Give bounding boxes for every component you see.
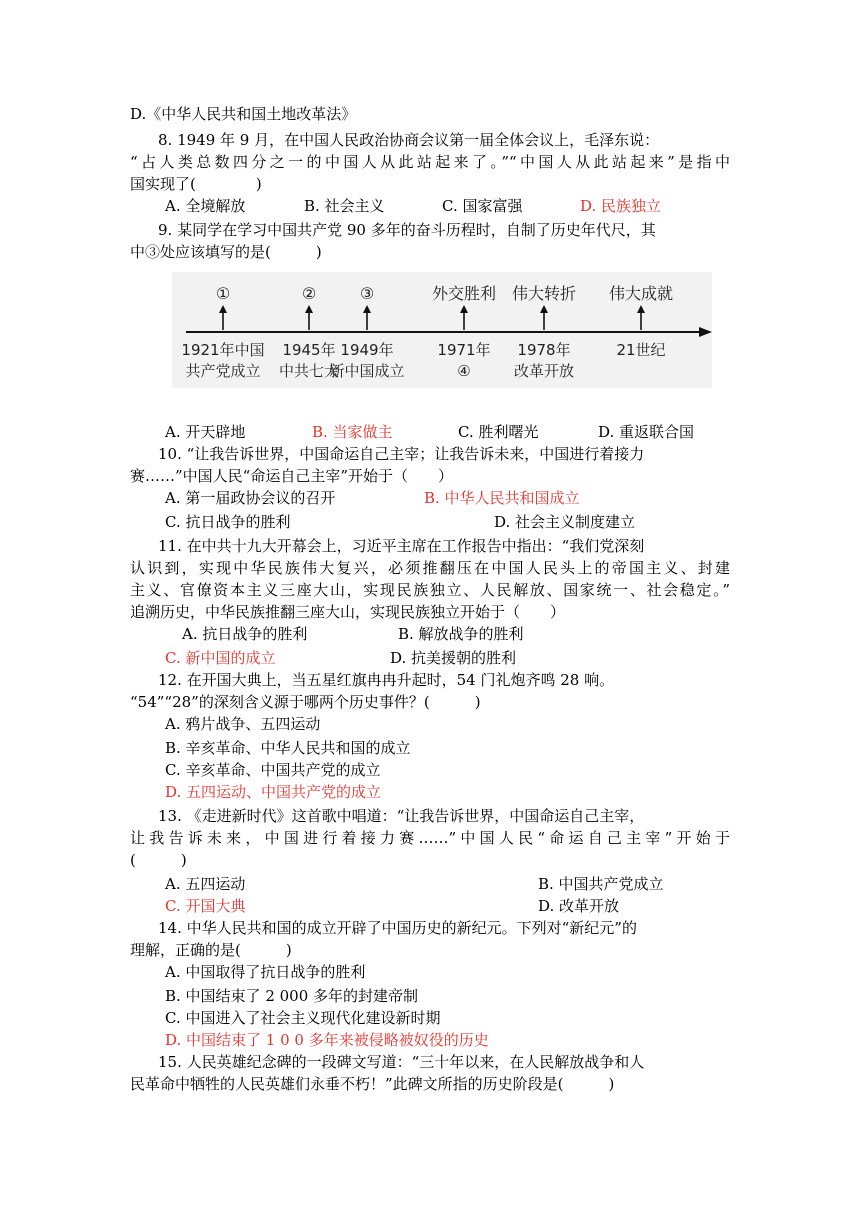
option-line: D.《中华人民共和国土地改革法》	[130, 105, 357, 123]
history-timeline	[172, 272, 712, 388]
question-11-stem: 追溯历史，中华民族推翻三座大山，实现民族独立开始于（ ）	[130, 603, 566, 621]
question-13-stem: 13. 《走进新时代》这首歌中唱道：“让我告诉世界，中国命运自己主宰，	[158, 807, 645, 825]
timeline-caption: ④	[457, 362, 471, 380]
option-d: D. 改革开放	[538, 897, 620, 915]
option-d: D. 重返联合国	[598, 423, 695, 441]
question-13-stem: ( )	[130, 851, 187, 869]
option-c: C. 抗日战争的胜利	[165, 513, 291, 531]
timeline-event-label: ②	[301, 284, 317, 303]
timeline-tick-arrow	[305, 305, 313, 313]
timeline-event-label: 外交胜利	[431, 284, 497, 303]
option-b: B. 社会主义	[304, 197, 385, 215]
question-12-stem: “54”“28”的深刻含义源于哪两个历史事件？( )	[130, 693, 481, 711]
question-11-stem: 认识到，实现中华民族伟大复兴，必须推翻压在中国人民头上的帝国主义、封建	[130, 559, 730, 577]
timeline-tick-arrow	[363, 305, 371, 313]
timeline-event-label: 伟大转折	[511, 284, 577, 303]
option-c: C. 中国进入了社会主义现代化建设新时期	[165, 1009, 441, 1027]
option-a: A. 抗日战争的胜利	[182, 625, 308, 643]
option-d-answer: D. 五四运动、中国共产党的成立	[165, 783, 382, 801]
question-15-stem: 民革命中牺牲的人民英雄们永垂不朽！”此碑文所指的历史阶段是( )	[130, 1075, 615, 1093]
timeline-year-label: 1949年	[340, 341, 394, 359]
question-10-stem: 赛……”中国人民“命运自己主宰”开始于（ ）	[130, 467, 454, 485]
option-d: D. 抗美援朝的胜利	[390, 649, 517, 667]
timeline-chart	[172, 272, 712, 388]
option-a: A. 鸦片战争、五四运动	[165, 715, 321, 733]
option-b: B. 中国结束了 2 000 多年的封建帝制	[165, 987, 419, 1005]
timeline-tick-arrow	[460, 305, 468, 313]
option-b: B. 辛亥革命、中华人民共和国的成立	[165, 739, 411, 757]
option-d-answer: D. 民族独立	[580, 197, 662, 215]
timeline-event-label: ③	[359, 284, 375, 303]
question-14-stem: 14. 中华人民共和国的成立开辟了中国历史的新纪元。下列对“新纪元”的	[158, 919, 637, 937]
option-a: A. 第一届政协会议的召开	[165, 489, 336, 507]
option-c: C. 胜利曙光	[458, 423, 539, 441]
option-a: A. 中国取得了抗日战争的胜利	[165, 963, 366, 981]
timeline-year-label: 21世纪	[616, 341, 666, 359]
timeline-event-label: 伟大成就	[608, 284, 674, 303]
question-12-stem: 12. 在开国大典上，当五星红旗冉冉升起时，54 门礼炮齐鸣 28 响。	[158, 671, 615, 689]
option-c-answer: C. 新中国的成立	[165, 649, 276, 667]
question-8-stem: 国实现了( )	[130, 175, 262, 193]
question-8-stem: “占人类总数四分之一的中国人从此站起来了。”“中国人从此站起来”是指中	[130, 153, 730, 171]
question-9-stem: 9. 某同学在学习中国共产党 90 多年的奋斗历程时，自制了历史年代尺，其	[158, 221, 656, 239]
timeline-tick-arrow	[540, 305, 548, 313]
question-13-stem: 让我告诉未来，中国进行着接力赛……”中国人民“命运自己主宰”开始于	[130, 829, 730, 847]
option-b-answer: B. 中华人民共和国成立	[424, 489, 580, 507]
option-b: B. 解放战争的胜利	[398, 625, 524, 643]
timeline-event-label: ①	[215, 284, 231, 303]
timeline-year-label: 1971年	[437, 341, 491, 359]
question-14-stem: 理解，正确的是( )	[130, 941, 292, 959]
option-a: A. 五四运动	[165, 875, 246, 893]
option-b: B. 中国共产党成立	[538, 875, 664, 893]
timeline-tick-arrow	[219, 305, 227, 313]
question-11-stem: 11. 在中共十九大开幕会上，习近平主席在工作报告中指出：“我们党深刻	[158, 537, 645, 555]
timeline-tick-arrow	[637, 305, 645, 313]
timeline-caption: 新中国成立	[329, 362, 405, 380]
option-a: A. 开天辟地	[165, 423, 246, 441]
option-d: D. 社会主义制度建立	[494, 513, 636, 531]
timeline-caption: 共产党成立	[185, 362, 261, 380]
option-a: A. 全境解放	[165, 197, 246, 215]
question-11-stem: 主义、官僚资本主义三座大山，实现民族独立、人民解放、国家统一、社会稳定。”	[130, 581, 730, 599]
question-15-stem: 15. 人民英雄纪念碑的一段碑文写道：“三十年以来，在人民解放战争和人	[158, 1053, 645, 1071]
question-9-stem: 中③处应该填写的是( )	[130, 243, 322, 261]
option-d-answer: D. 中国结束了 1 0 0 多年来被侵略被奴役的历史	[165, 1031, 489, 1049]
option-b-answer: B. 当家做主	[312, 423, 393, 441]
timeline-caption: 中共七大	[278, 362, 340, 380]
timeline-caption: 改革开放	[513, 362, 575, 380]
timeline-year-label: 1945年	[282, 341, 336, 359]
option-c: C. 国家富强	[442, 197, 523, 215]
timeline-arrowhead	[699, 327, 712, 337]
question-8-stem: 8. 1949 年 9 月，在中国人民政治协商会议第一届全体会议上，毛泽东说：	[158, 131, 660, 149]
question-10-stem: 10. “让我告诉世界，中国命运自己主宰；让我告诉未来，中国进行着接力	[158, 445, 645, 463]
option-c: C. 辛亥革命、中国共产党的成立	[165, 761, 381, 779]
timeline-year-label: 1978年	[517, 341, 571, 359]
option-c-answer: C. 开国大典	[165, 897, 246, 915]
timeline-year-label: 1921年中国	[181, 341, 265, 359]
